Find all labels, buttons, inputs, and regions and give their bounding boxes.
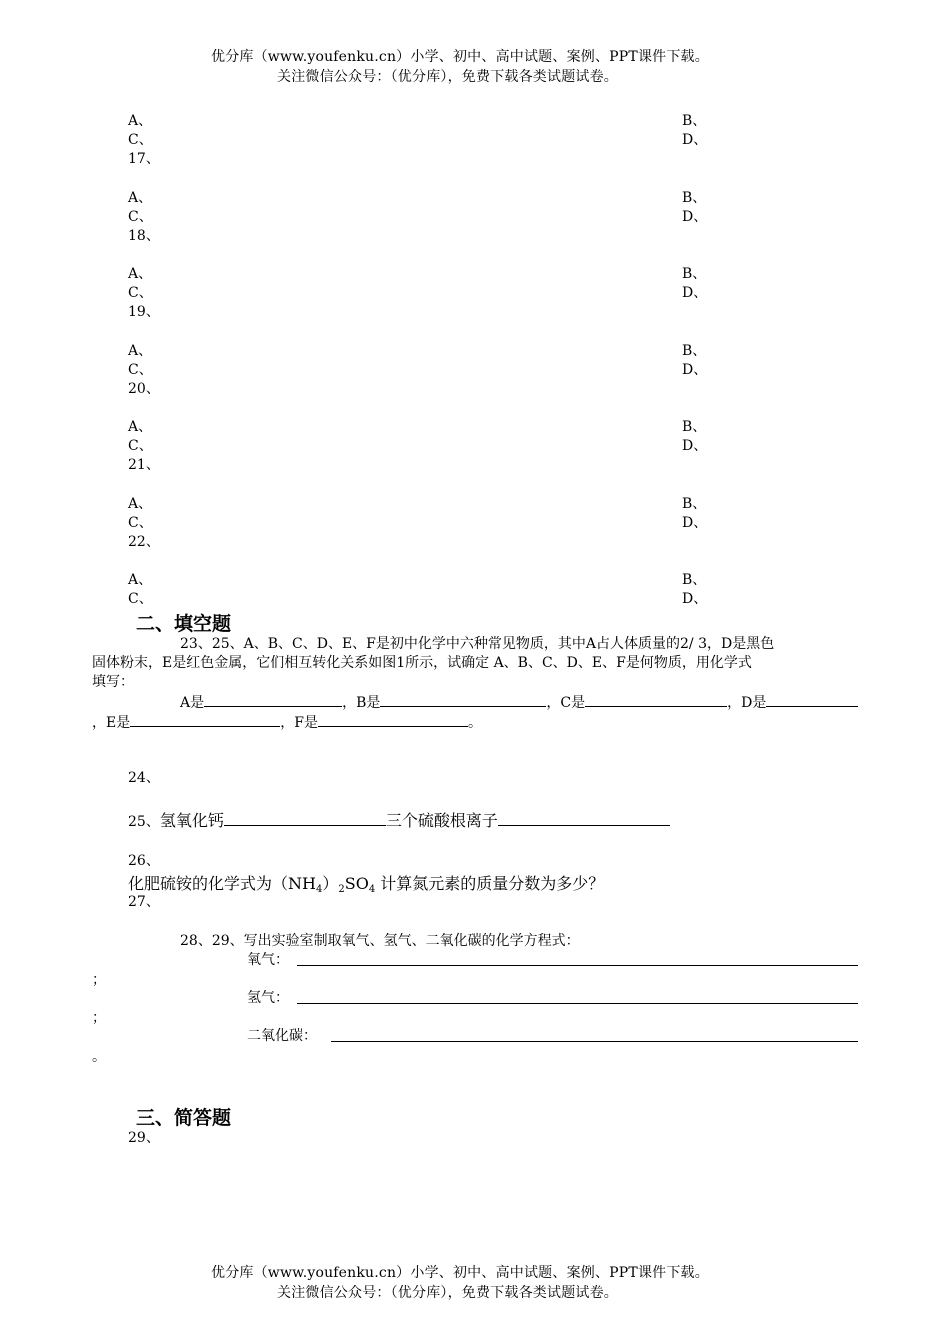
q23-answers-row2 — [92, 712, 482, 733]
option-a: A、 — [128, 572, 153, 588]
hydrogen-answer-line[interactable] — [297, 1003, 858, 1004]
header-line2: 关注微信公众号：（优分库），免费下载各类试题试卷。 — [277, 69, 618, 85]
option-a: A、 — [128, 190, 153, 206]
blank-calcium-hydroxide[interactable] — [224, 809, 386, 826]
question-27: 27、 — [128, 894, 160, 910]
option-a: A、 — [128, 113, 153, 129]
option-b: B、 — [682, 496, 707, 512]
co2-label: 二氧化碳： — [247, 1028, 317, 1044]
option-b: B、 — [682, 113, 707, 129]
q25-calcium-hydroxide: 氢氧化钙 — [159, 811, 224, 830]
label-e: ，E是 — [92, 715, 131, 731]
blank-b[interactable] — [380, 692, 546, 707]
q26-part-d: 计算氮元素的质量分数为多少？ — [375, 874, 605, 893]
q23-line2: 固体粉末，E是红色金属，它们相互转化关系如图1所示，试确定 A、B、C、D、E、F是何物质，用化学式 — [92, 655, 752, 671]
footer-line2: 关注微信公众号：（优分库），免费下载各类试题试卷。 — [277, 1285, 618, 1301]
section-title-fill-in: 二、填空题 — [136, 613, 232, 635]
question-24: 24、 — [128, 770, 160, 786]
option-a: A、 — [128, 343, 153, 359]
option-b: B、 — [682, 419, 707, 435]
option-b: B、 — [682, 572, 707, 588]
question-18: 18、 — [128, 228, 160, 244]
q28-prompt: 28、29、写出实验室制取氧气、氢气、二氧化碳的化学方程式： — [180, 933, 580, 949]
option-d: D、 — [682, 132, 708, 148]
q25-sulfate-ions: 三个硫酸根离子 — [385, 811, 498, 830]
option-d: D、 — [682, 515, 708, 531]
q25-row — [128, 808, 670, 831]
option-a: A、 — [128, 496, 153, 512]
option-c: C、 — [128, 438, 153, 454]
blank-c[interactable] — [585, 692, 727, 707]
question-17: 17、 — [128, 151, 160, 167]
semicolon: ； — [92, 972, 106, 988]
option-c: C、 — [128, 209, 153, 225]
option-b: B、 — [682, 266, 707, 282]
q26-sub-2: 2 — [338, 884, 345, 895]
section-title-short-answer: 三、简答题 — [136, 1107, 232, 1129]
q23-answers-row1 — [180, 692, 858, 713]
q26-sub-4b: 4 — [368, 884, 376, 895]
footer-line1: 优分库（www.youfenku.cn）小学、初中、高中试题、案例、PPT课件下载。 — [211, 1265, 709, 1281]
option-b: B、 — [682, 190, 707, 206]
q25-number: 25、 — [128, 814, 160, 830]
q26-text — [128, 871, 604, 895]
label-b: ，B是 — [342, 695, 381, 711]
oxygen-answer-line[interactable] — [297, 965, 858, 966]
option-c: C、 — [128, 515, 153, 531]
option-c: C、 — [128, 285, 153, 301]
hydrogen-label: 氢气： — [247, 990, 289, 1006]
q23-line3: 填写： — [92, 674, 134, 690]
question-26: 26、 — [128, 853, 160, 869]
option-a: A、 — [128, 419, 153, 435]
label-a: A是 — [180, 695, 205, 711]
question-22: 22、 — [128, 534, 160, 550]
option-d: D、 — [682, 438, 708, 454]
option-c: C、 — [128, 132, 153, 148]
option-c: C、 — [128, 362, 153, 378]
header-line1: 优分库（www.youfenku.cn）小学、初中、高中试题、案例、PPT课件下载。 — [211, 49, 709, 65]
q26-part-c: SO — [344, 874, 369, 893]
option-d: D、 — [682, 285, 708, 301]
question-21: 21、 — [128, 457, 160, 473]
option-b: B、 — [682, 343, 707, 359]
label-c: ，C是 — [546, 695, 586, 711]
semicolon: ； — [92, 1010, 106, 1026]
q26-part-b: ） — [322, 874, 339, 893]
option-a: A、 — [128, 266, 153, 282]
question-20: 20、 — [128, 381, 160, 397]
q26-part-a: 化肥硫铵的化学式为（NH — [128, 874, 316, 893]
question-29: 29、 — [128, 1130, 160, 1146]
label-d: ，D是 — [727, 695, 767, 711]
period: 。 — [467, 715, 482, 731]
blank-d[interactable] — [766, 692, 858, 707]
blank-e[interactable] — [130, 712, 280, 727]
blank-sulfate-ions[interactable] — [498, 809, 670, 826]
option-d: D、 — [682, 362, 708, 378]
blank-f[interactable] — [318, 712, 468, 727]
label-f: ，F是 — [280, 715, 318, 731]
oxygen-label: 氧气： — [247, 952, 289, 968]
q23-line1: 23、25、A、B、C、D、E、F是初中化学中六种常见物质，其中A占人体质量的2/ 3，D是黑色 — [180, 636, 775, 652]
q26-sub-4: 4 — [315, 884, 323, 895]
end-period: 。 — [92, 1049, 106, 1065]
co2-answer-line[interactable] — [331, 1041, 858, 1042]
blank-a[interactable] — [204, 692, 342, 707]
option-d: D、 — [682, 591, 708, 607]
question-19: 19、 — [128, 304, 160, 320]
option-d: D、 — [682, 209, 708, 225]
option-c: C、 — [128, 591, 153, 607]
